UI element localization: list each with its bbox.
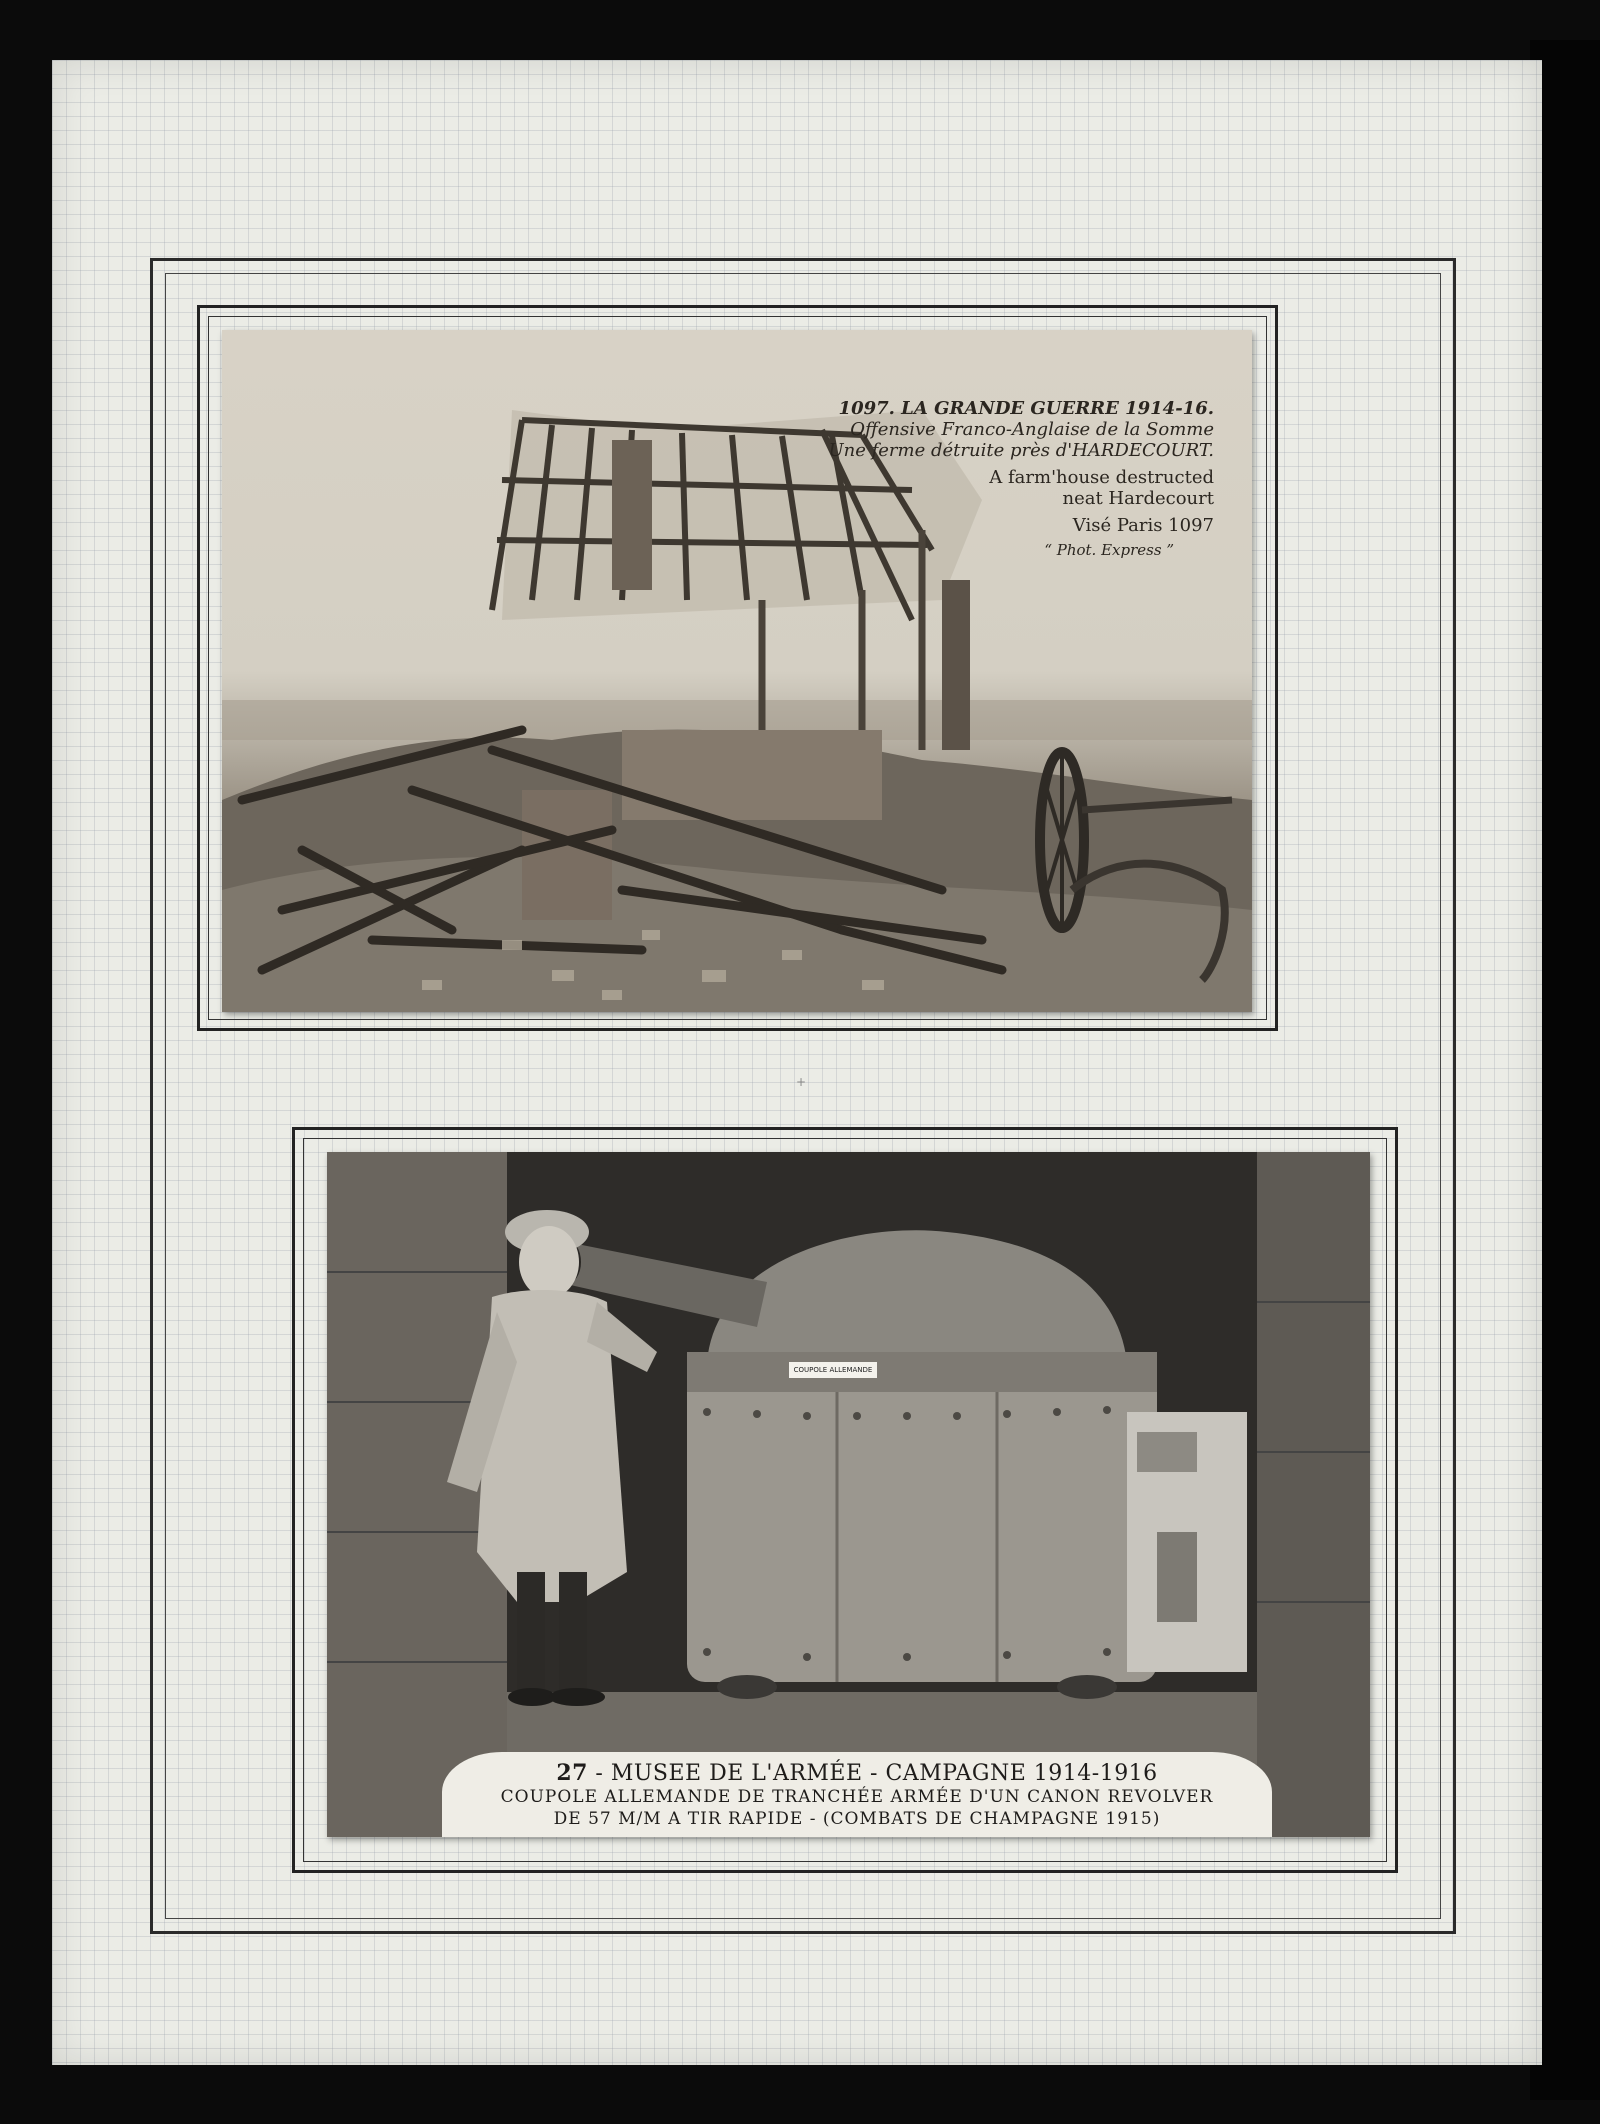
postcard-top-caption [734,398,1214,561]
caption-title: 1097. LA GRANDE GUERRE 1914-16. [838,398,1214,419]
cupola-label: COUPOLE ALLEMANDE [789,1362,877,1378]
postcard-bottom-caption [442,1752,1272,1837]
center-mark-icon: + [796,1075,807,1089]
caption-line-1 [442,1760,1272,1786]
caption-english-2: neat Hardecourt [1062,488,1214,509]
caption-line-3: Une ferme détruite près d'HARDECOURT. [828,440,1214,461]
caption-museum: - MUSEE DE L'ARMÉE - CAMPAGNE 1914-1916 [587,1761,1158,1786]
cupola-photo [327,1152,1370,1837]
caption-phot: “ Phot. Express ” [1044,541,1174,559]
caption-number: 27 [556,1760,588,1786]
caption-line-3: DE 57 M/M A TIR RAPIDE - (COMBATS DE CHAMPAGNE 1915) [553,1809,1161,1829]
caption-line-2: Offensive Franco-Anglaise de la Somme [850,419,1214,440]
postcard-destroyed-farmhouse [222,330,1252,1012]
caption-english-1: A farm'house destructed [989,467,1214,488]
caption-vise: Visé Paris 1097 [1072,515,1214,536]
caption-line-2: COUPOLE ALLEMANDE DE TRANCHÉE ARMÉE D'UN CANON REVOLVER [500,1787,1214,1807]
postcard-cupola [327,1152,1370,1837]
